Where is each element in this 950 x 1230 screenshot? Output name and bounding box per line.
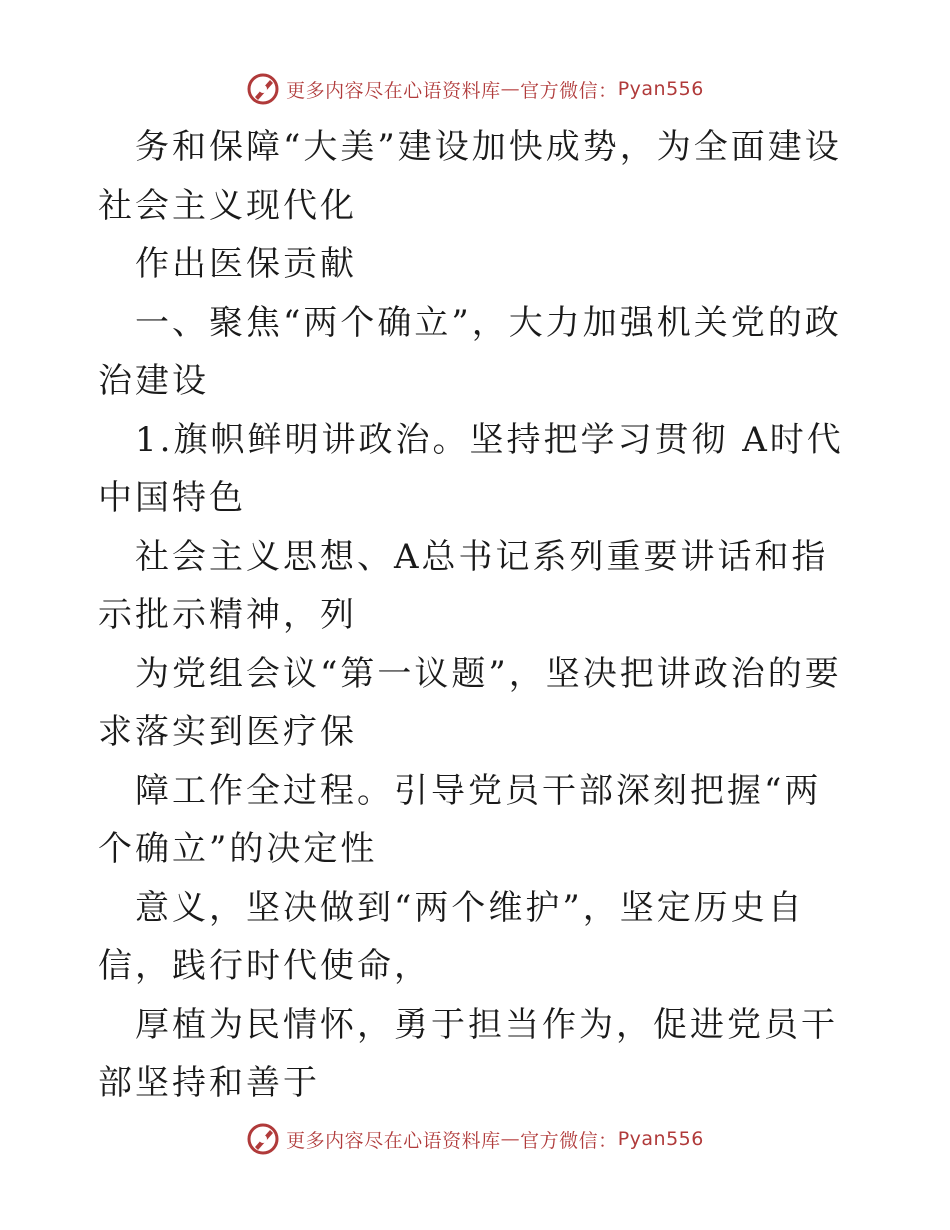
document-body [98, 118, 858, 1113]
footer-banner-dash: — [500, 1128, 521, 1150]
header-watermark-banner [0, 72, 950, 106]
paragraph: 社会主义思想、A总书记系列重要讲话和指示批示精神，列 [98, 536, 829, 635]
header-banner-dash: — [500, 78, 521, 100]
paragraph: 一、聚焦“两个确立”，大力加强机关党的政治建设 [98, 302, 842, 401]
footer-watermark-banner [0, 1122, 950, 1156]
footer-wechat-id: Pyan556 [617, 1128, 704, 1150]
paragraph: 为党组会议“第一议题”，坚决把讲政治的要求落实到医疗保 [98, 653, 842, 752]
pen-logo-icon [246, 72, 280, 106]
header-wechat-label: 官方微信： [520, 79, 618, 102]
pen-logo-icon [246, 1122, 280, 1156]
header-wechat-id: Pyan556 [617, 78, 704, 100]
paragraph: 1.旗帜鲜明讲政治。坚持把学习贯彻 A时代中国特色 [98, 419, 844, 518]
header-banner-text: 更多内容尽在心语资料库 [286, 79, 501, 102]
paragraph: 障工作全过程。引导党员干部深刻把握“两个确立”的决定性 [98, 770, 822, 869]
footer-banner-text: 更多内容尽在心语资料库 [286, 1129, 501, 1152]
paragraph: 作出医保贡献 [135, 244, 357, 284]
paragraph: 厚植为民情怀，勇于担当作为，促进党员干部坚持和善于 [98, 1004, 838, 1103]
paragraph: 意义，坚决做到“两个维护”，坚定历史自信，践行时代使命， [98, 887, 805, 986]
footer-wechat-label: 官方微信： [520, 1129, 618, 1152]
paragraph: 务和保障“大美”建设加快成势，为全面建设社会主义现代化 [98, 127, 842, 226]
